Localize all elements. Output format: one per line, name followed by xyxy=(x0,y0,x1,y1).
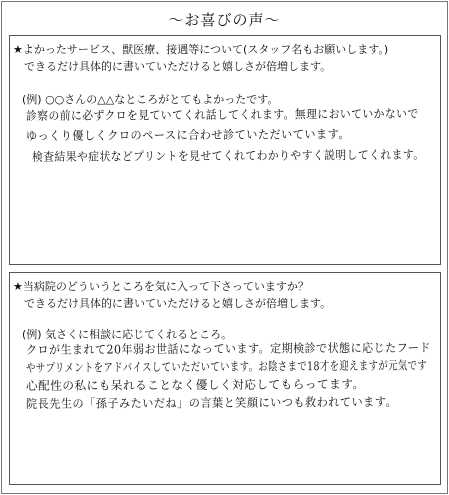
handwritten-line: 心配性の私にも呆れることなく優しく対応してもらってます。 xyxy=(25,377,365,393)
handwritten-line: ゆっくり優しくクロのペースに合わせ診ていただいています。 xyxy=(25,127,350,143)
handwritten-line: やサプリメントをアドバイスしていただいています。お陰さまで18才を迎えますが元気です xyxy=(25,358,428,375)
handwritten-line: 診察の前に必ずクロを見ていてくれ話してくれます。無理においていかないで xyxy=(25,106,419,123)
feedback-box-services xyxy=(9,35,441,265)
note-reasons: できるだけ具体的に書いていただけると嬉しさが倍増します。 xyxy=(24,297,332,310)
feedback-box-reasons xyxy=(9,272,441,485)
question-services: ★よかったサービス、獣医療、接遇等について(スタッフ名もお願いします。) xyxy=(13,43,389,56)
example-services: (例) ○○さんの△△なところがとてもよかったです。 xyxy=(22,93,279,106)
example-reasons: (例) 気さくに相談に応じてくれるところ。 xyxy=(22,328,233,341)
handwritten-line: 院長先生の「孫子みたいだね」の言葉と笑顔にいつも救われています。 xyxy=(25,394,398,411)
handwritten-line: クロが生まれて20年弱お世話になっています。定期検診で状態に応じたフード xyxy=(25,340,431,357)
note-services: できるだけ具体的に書いていただけると嬉しさが倍増します。 xyxy=(24,60,332,73)
page-title: ～お喜びの声～ xyxy=(168,11,281,29)
question-reasons: ★当病院のどういうところを気に入って下さっていますか？ xyxy=(13,280,309,293)
handwritten-line: 検査結果や症状などプリントを見せてくれてわかりやすく説明してくれます。 xyxy=(31,147,425,164)
